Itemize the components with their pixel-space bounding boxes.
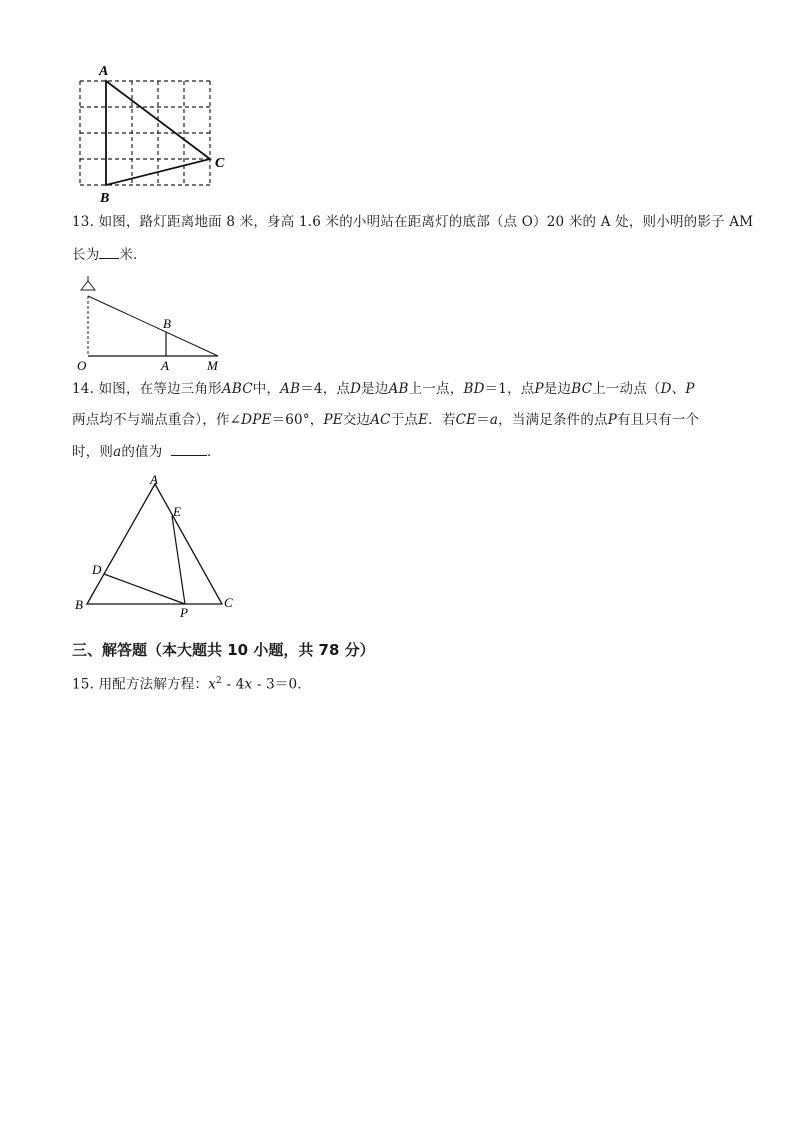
- label-E: E: [173, 504, 181, 519]
- q14-line2: 两点均不与端点重合），作∠DPE＝60°，PE交边AC于点E．若CE＝a，当满足条件的点P有且只有一个: [72, 412, 700, 428]
- label-A: A: [99, 64, 109, 79]
- q14-line3: 时，则a的值为 ．: [72, 444, 221, 460]
- label-D: D: [92, 562, 102, 577]
- label-M: M: [207, 358, 218, 373]
- label-B: B: [100, 191, 110, 206]
- q13-line2: 长为 米．: [72, 247, 147, 263]
- lamp-shadow-figure: [72, 272, 232, 374]
- label-B: B: [163, 316, 171, 331]
- label-C: C: [215, 156, 225, 171]
- q13-line1: [72, 213, 753, 231]
- q13-number: 13.: [72, 214, 95, 230]
- q15-line: 15. 用配方法解方程：$x^2 - 4x - 3=0$．: [72, 676, 312, 693]
- q13-answer-blank[interactable]: [99, 245, 119, 259]
- label-C: C: [224, 595, 233, 610]
- lamp-icon: [81, 281, 95, 290]
- label-A: A: [150, 472, 158, 487]
- label-O: O: [77, 358, 87, 373]
- q14-answer-blank[interactable]: [171, 442, 207, 456]
- label-A: A: [161, 358, 169, 373]
- grid-triangle-figure: [70, 62, 240, 207]
- label-B: B: [75, 597, 83, 612]
- equilateral-triangle-figure: [70, 472, 245, 622]
- q14-line1: 14. 如图，在等边三角形ABC中，AB＝4，点D是边AB上一点，BD＝1，点P是边BC上一动点（D、P: [72, 381, 695, 397]
- section-title: 三、解答题（本大题共 10 小题，共 78 分）: [72, 641, 375, 659]
- q13-text: 如图，路灯距离地面 8 米，身高 1.6 米的小明站在距离灯的底部（点 O）20 米的 A 处，则小明的影子 AM: [98, 214, 754, 230]
- label-P: P: [180, 605, 188, 620]
